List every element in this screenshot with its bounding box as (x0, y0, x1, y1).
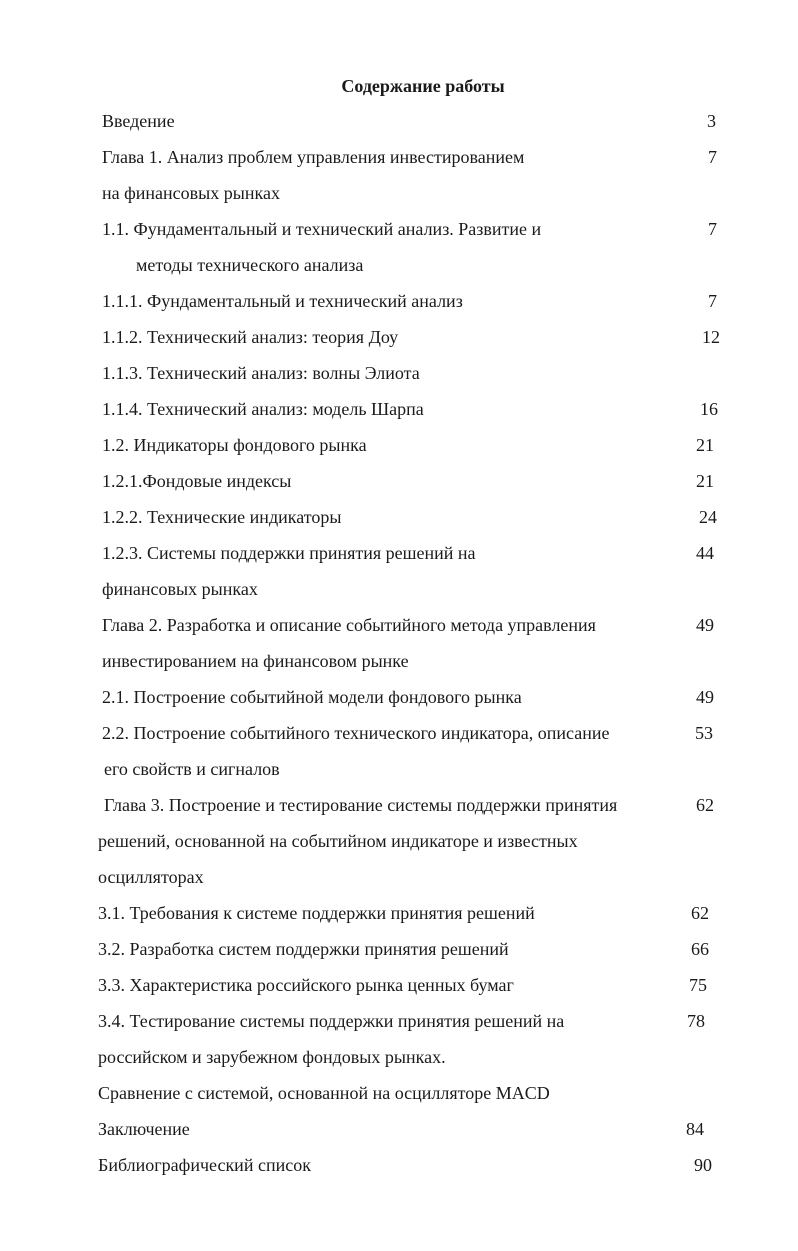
toc-entry-title: 1.2.3. Системы поддержки принятия решений на (102, 543, 476, 563)
toc-entry-page: 66 (691, 939, 709, 959)
toc-entry (0, 643, 798, 679)
toc-entry-page: 24 (699, 507, 717, 527)
toc-entry (0, 1111, 798, 1147)
toc-entry-title: Введение (102, 111, 175, 131)
toc-entry (0, 967, 798, 1003)
toc-entry (0, 715, 798, 751)
toc-entry-title: финансовых рынках (102, 579, 258, 599)
toc-entry (0, 463, 798, 499)
toc-entry-page: 16 (700, 399, 718, 419)
toc-entry (0, 1003, 798, 1039)
toc-entry-title: российском и зарубежном фондовых рынках. (98, 1047, 446, 1067)
toc-entry (0, 499, 798, 535)
toc-entry-title: 3.1. Требования к системе поддержки принятия решений (98, 903, 535, 923)
toc-entry (0, 859, 798, 895)
toc-entry-title: 1.1.4. Технический анализ: модель Шарпа (102, 399, 424, 419)
toc-entry (0, 391, 798, 427)
toc-entry (0, 1147, 798, 1183)
toc-entry (0, 751, 798, 787)
toc-entry (0, 571, 798, 607)
toc-entry (0, 247, 798, 283)
toc-entry (0, 1075, 798, 1111)
toc-entry-page: 12 (702, 327, 720, 347)
toc-entry (0, 535, 798, 571)
toc-entry-page: 53 (695, 723, 713, 743)
toc-entry-page: 90 (694, 1155, 712, 1175)
toc-entry-title: Глава 2. Разработка и описание событийного метода управления (102, 615, 596, 635)
page-title: Содержание работы (341, 76, 505, 96)
toc-entry-page: 7 (708, 291, 717, 311)
toc-entry-page: 62 (691, 903, 709, 923)
toc-entry-page: 21 (696, 435, 714, 455)
toc-entry (0, 895, 798, 931)
table-of-contents (0, 103, 798, 1183)
toc-entry-title: решений, основанной на событийном индикаторе и известных (98, 831, 578, 851)
toc-entry-title: инвестированием на финансовом рынке (102, 651, 409, 671)
toc-entry-title: Глава 1. Анализ проблем управления инвестированием (102, 147, 525, 167)
toc-entry-title: Библиографический список (98, 1155, 311, 1175)
toc-entry-page: 78 (687, 1011, 705, 1031)
toc-entry-page: 75 (689, 975, 707, 995)
toc-entry-title: его свойств и сигналов (104, 759, 280, 779)
toc-entry-page: 21 (696, 471, 714, 491)
toc-entry-page: 44 (696, 543, 714, 563)
toc-entry-title: 3.2. Разработка систем поддержки принятия решений (98, 939, 509, 959)
toc-entry-title: 1.1.3. Технический анализ: волны Элиота (102, 363, 420, 383)
toc-entry-title: 1.1.1. Фундаментальный и технический анализ (102, 291, 463, 311)
toc-entry (0, 175, 798, 211)
toc-entry (0, 139, 798, 175)
toc-entry-title: Глава 3. Построение и тестирование системы поддержки принятия (104, 795, 618, 815)
toc-entry-title: 3.3. Характеристика российского рынка ценных бумаг (98, 975, 514, 995)
toc-entry-title: осцилляторах (98, 867, 204, 887)
toc-entry-title: 1.2. Индикаторы фондового рынка (102, 435, 367, 455)
toc-entry (0, 211, 798, 247)
toc-entry (0, 1039, 798, 1075)
toc-entry (0, 355, 798, 391)
toc-entry-title: 1.2.2. Технические индикаторы (102, 507, 342, 527)
toc-entry-title: Сравнение с системой, основанной на осцилляторе MACD (98, 1083, 550, 1103)
toc-entry (0, 787, 798, 823)
toc-entry-page: 49 (696, 687, 714, 707)
toc-entry-page: 7 (708, 219, 717, 239)
toc-entry (0, 823, 798, 859)
toc-entry (0, 931, 798, 967)
toc-entry (0, 679, 798, 715)
toc-entry-title: методы технического анализа (136, 255, 364, 275)
toc-entry (0, 607, 798, 643)
toc-entry-title: Заключение (98, 1119, 190, 1139)
toc-entry-title: 1.1. Фундаментальный и технический анализ. Развитие и (102, 219, 542, 239)
toc-entry-page: 62 (696, 795, 714, 815)
toc-entry-page: 49 (696, 615, 714, 635)
toc-entry-title: 1.1.2. Технический анализ: теория Доу (102, 327, 399, 347)
toc-entry-title: 2.1. Построение событийной модели фондового рынка (102, 687, 522, 707)
toc-entry-title: 3.4. Тестирование системы поддержки принятия решений на (98, 1011, 565, 1031)
toc-entry (0, 427, 798, 463)
toc-entry (0, 283, 798, 319)
toc-entry-page: 3 (707, 111, 716, 131)
toc-entry (0, 103, 798, 139)
toc-entry-title: на финансовых рынках (102, 183, 280, 203)
toc-entry (0, 319, 798, 355)
toc-entry-page: 84 (686, 1119, 704, 1139)
toc-entry-title: 1.2.1.Фондовые индексы (102, 471, 292, 491)
toc-entry-page: 7 (708, 147, 717, 167)
toc-entry-title: 2.2. Построение событийного технического индикатора, описание (102, 723, 610, 743)
